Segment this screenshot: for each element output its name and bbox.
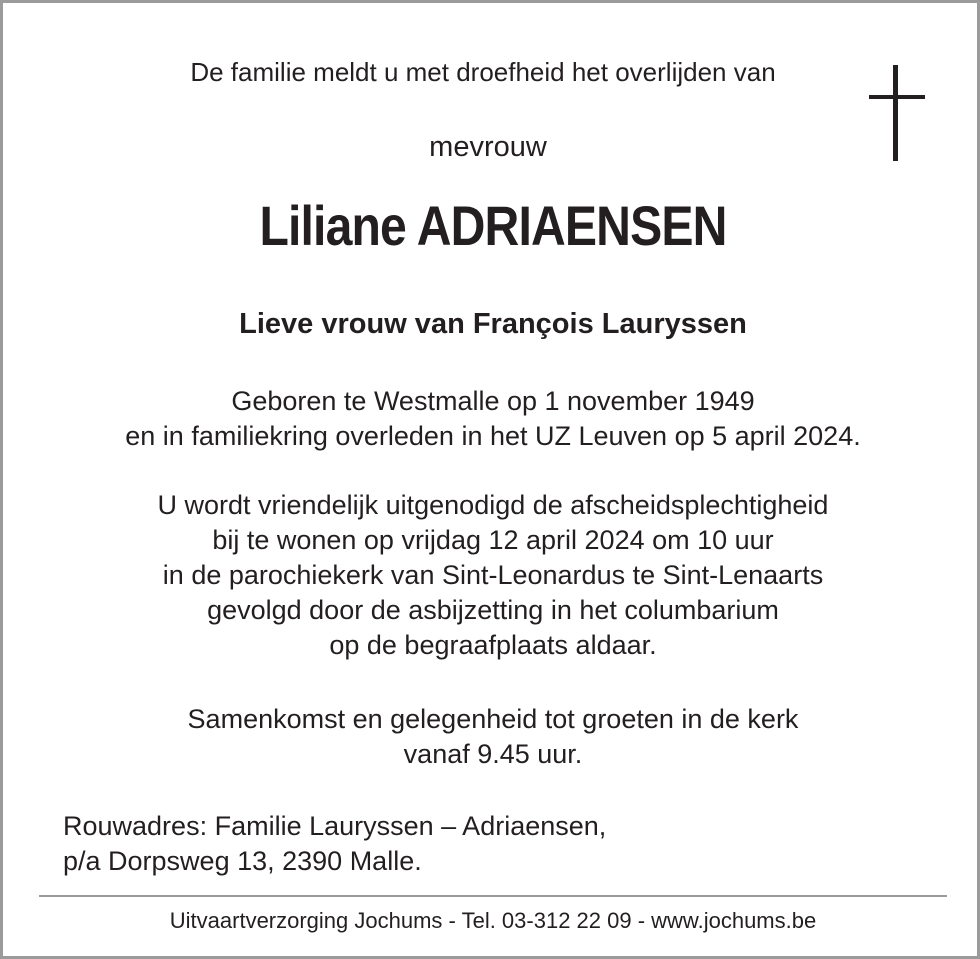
honorific-title: mevrouw	[429, 131, 547, 163]
meeting-line: vanaf 9.45 uur.	[403, 739, 583, 769]
birth-death-paragraph	[3, 384, 980, 454]
spouse-line: Lieve vrouw van François Lauryssen	[239, 308, 747, 340]
meeting-line: Samenkomst en gelegenheid tot groeten in de kerk	[187, 704, 799, 734]
service-line: gevolgd door de asbijzetting in het columbarium	[207, 595, 779, 625]
funeral-director-footer: Uitvaartverzorging Jochums - Tel. 03-312 22 09 - www.jochums.be	[169, 908, 817, 933]
meeting-paragraph	[3, 702, 980, 772]
footer-divider	[39, 895, 947, 897]
death-line: en in familiekring overleden in het UZ Leuven op 5 april 2024.	[125, 421, 861, 451]
address-line: p/a Dorpsweg 13, 2390 Malle.	[63, 846, 422, 876]
intro-text: De familie meldt u met droefheid het overlijden van	[190, 57, 776, 87]
service-line: op de begraafplaats aldaar.	[329, 630, 657, 660]
service-paragraph	[3, 488, 980, 663]
service-line: in de parochiekerk van Sint-Leonardus te Sint-Lenaarts	[162, 560, 824, 590]
service-line: bij te wonen op vrijdag 12 april 2024 om 10 uur	[212, 525, 774, 555]
mourning-address	[63, 809, 606, 879]
address-line: Rouwadres: Familie Lauryssen – Adriaensen,	[63, 811, 607, 841]
deceased-name: Liliane ADRIAENSEN	[259, 194, 727, 257]
service-line: U wordt vriendelijk uitgenodigd de afscheidsplechtigheid	[157, 490, 829, 520]
birth-line: Geboren te Westmalle op 1 november 1949	[231, 386, 755, 416]
